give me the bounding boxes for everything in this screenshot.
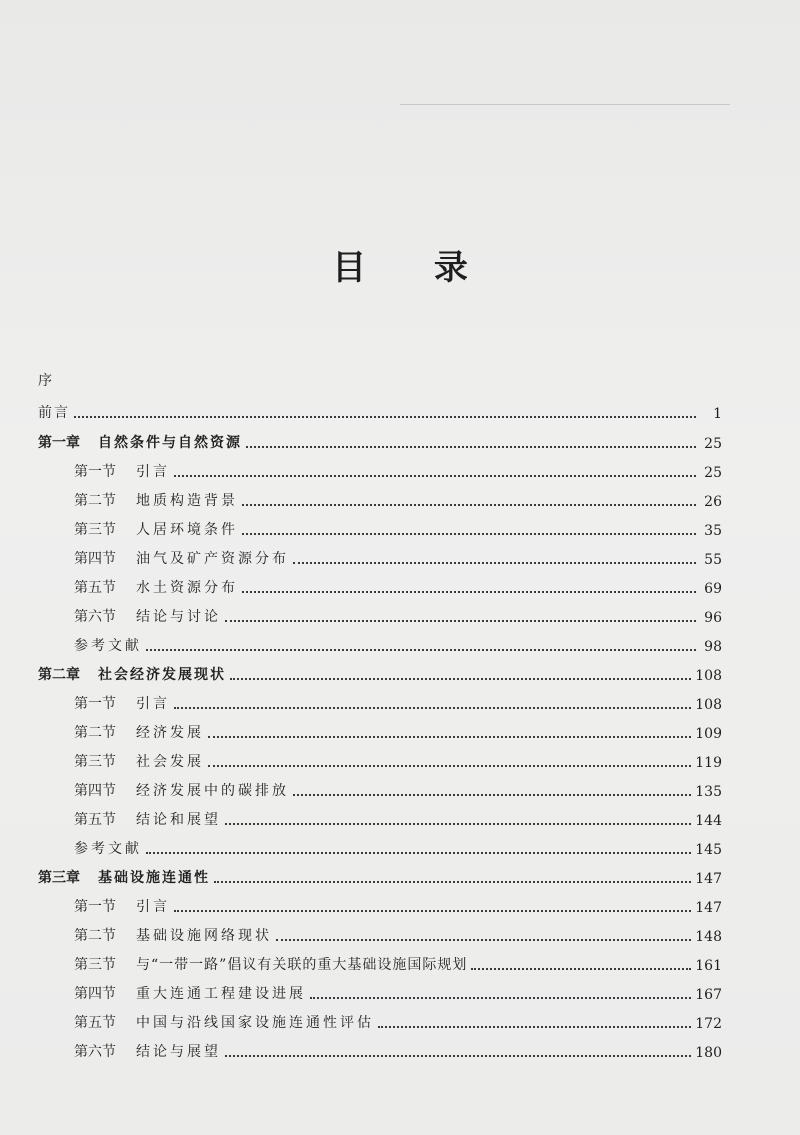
toc-section [74,774,722,800]
leader-dots [378,1026,691,1028]
toc-section [74,571,722,597]
leader-dots [225,823,691,825]
page-number: 108 [695,668,722,684]
leader-dots [174,707,691,709]
chapter-number: 第一章 [38,435,80,451]
section-number: 第四节 [74,986,116,1002]
leader-dots [146,649,696,651]
page-number: 119 [695,755,722,771]
section-title: 引言 [136,899,170,915]
page-number: 161 [695,958,722,974]
toc-section [74,484,722,510]
section-number: 第二节 [74,725,116,741]
bleed-through-header [395,88,725,99]
page-number: 109 [695,726,722,742]
leader-dots [246,446,696,448]
section-title: 结论与展望 [136,1044,221,1060]
leader-dots [214,881,691,883]
header-rule [400,104,730,105]
toc-section [74,687,722,713]
section-title: 经济发展 [136,725,204,741]
leader-dots [174,910,691,912]
toc-section [74,716,722,742]
leader-dots [208,765,691,767]
section-number: 第三节 [74,957,116,973]
toc-section [74,803,722,829]
section-number: 第五节 [74,580,116,596]
toc-section [74,890,722,916]
section-number: 第四节 [74,783,116,799]
page-number: 147 [695,871,722,887]
leader-dots [276,939,691,941]
section-title: 油气及矿产资源分布 [136,551,289,567]
section-number: 第二节 [74,928,116,944]
toc-entry-preface-intro [38,364,722,390]
section-title: 引言 [136,464,170,480]
leader-dots [310,997,691,999]
toc-section [74,977,722,1003]
page-number: 144 [695,813,722,829]
section-number: 第一节 [74,696,116,712]
leader-dots [242,591,696,593]
page-number: 135 [695,784,722,800]
section-title: 地质构造背景 [136,493,238,509]
page-number: 35 [704,523,722,539]
toc-entry-foreword [38,396,722,422]
leader-dots [242,533,696,535]
toc-section [74,542,722,568]
section-number: 参考文献 [74,841,142,857]
leader-dots [225,620,696,622]
toc-section [74,455,722,481]
section-number: 第四节 [74,551,116,567]
section-title: 人居环境条件 [136,522,238,538]
section-title: 结论和展望 [136,812,221,828]
page-number: 167 [695,987,722,1003]
toc-section [74,1006,722,1032]
toc-chapter-3 [38,861,722,887]
page-number: 96 [704,610,722,626]
toc-section [74,513,722,539]
page-number: 26 [704,494,722,510]
section-title: 结论与讨论 [136,609,221,625]
page-number: 148 [695,929,722,945]
page-number: 145 [695,842,722,858]
entry-text: 序 [38,373,54,389]
section-title: 引言 [136,696,170,712]
section-title: 基础设施网络现状 [136,928,272,944]
entry-text: 前言 [38,405,70,421]
section-title: 与“一带一路”倡议有关联的重大基础设施国际规划 [136,957,468,973]
section-title: 重大连通工程建设进展 [136,986,306,1002]
section-number: 第六节 [74,1044,116,1060]
page-number: 180 [695,1045,722,1061]
leader-dots [208,736,691,738]
page-number: 25 [704,465,722,481]
section-number: 第五节 [74,1015,116,1031]
section-number: 参考文献 [74,638,142,654]
chapter-title: 基础设施连通性 [98,870,210,886]
toc-references [74,832,722,858]
toc-section [74,919,722,945]
toc-chapter-1 [38,426,722,452]
toc-section [74,600,722,626]
section-number: 第一节 [74,899,116,915]
chapter-title: 自然条件与自然资源 [98,435,242,451]
toc-section [74,1035,722,1061]
leader-dots [230,678,691,680]
section-title: 社会发展 [136,754,204,770]
toc-references [74,629,722,655]
page-number: 25 [704,436,722,452]
chapter-title: 社会经济发展现状 [98,667,226,683]
leader-dots [242,504,696,506]
page-number: 1 [713,406,722,422]
leader-dots [146,852,691,854]
toc-title: 目 录 [332,248,496,288]
leader-dots [174,475,696,477]
leader-dots [74,416,696,418]
section-number: 第二节 [74,493,116,509]
section-title: 中国与沿线国家设施连通性评估 [136,1015,374,1031]
chapter-number: 第二章 [38,667,80,683]
leader-dots [225,1055,691,1057]
leader-dots [293,562,696,564]
section-title: 水土资源分布 [136,580,238,596]
toc-section [74,745,722,771]
page-number: 98 [704,639,722,655]
page-number: 69 [704,581,722,597]
section-number: 第五节 [74,812,116,828]
leader-dots [471,968,691,970]
page-number: 172 [695,1016,722,1032]
section-number: 第一节 [74,464,116,480]
section-number: 第三节 [74,754,116,770]
page-number: 147 [695,900,722,916]
chapter-number: 第三章 [38,870,80,886]
section-number: 第六节 [74,609,116,625]
section-title: 经济发展中的碳排放 [136,783,289,799]
page-number: 108 [695,697,722,713]
leader-dots [293,794,691,796]
page-number: 55 [704,552,722,568]
section-number: 第三节 [74,522,116,538]
toc-section [74,948,722,974]
toc-chapter-2 [38,658,722,684]
